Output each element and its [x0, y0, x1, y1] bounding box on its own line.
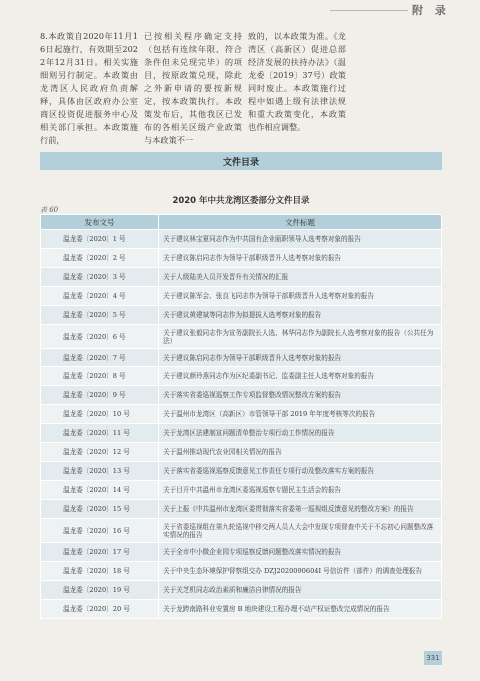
- body-column-1: 8.本政策自2020年11月16日起施行，有效期至2022年12月31日。相关实施细则另行制定。本政策由龙湾区人民政府负责解释，具体由区政府办公室商区投资促进服务中心及相关部门承担。本政策施行前，: [40, 31, 138, 145]
- table-row: [41, 581, 442, 600]
- document-number: 温龙委〔2020〕5 号: [41, 306, 159, 325]
- document-title: 关于落实省委巡视巡察反馈意见工作责任专项行动及整改落实方案的报告: [159, 462, 442, 481]
- document-number: 温龙委〔2020〕17 号: [41, 543, 159, 562]
- table-body: [41, 230, 442, 619]
- table-row: [41, 287, 442, 306]
- table-row: [41, 249, 442, 268]
- document-number: 温龙委〔2020〕7 号: [41, 349, 159, 367]
- document-title: 关于建议张毅同志作为宣务副院长人选、林华同志作为副院长人选考察对象的报告（公共任为法）: [159, 325, 442, 349]
- document-number: 温龙委〔2020〕10 号: [41, 405, 159, 424]
- document-number: 温龙委〔2020〕1 号: [41, 230, 159, 249]
- document-title: 关于龙湾区法建制宣问题清单整治专项行动工作情况的报告: [159, 424, 442, 443]
- document-title: 关于目开中共温州市龙湾区委巡视巡察专题民主生活会的报告: [159, 481, 442, 500]
- document-number: 温龙委〔2020〕9 号: [41, 386, 159, 405]
- document-title: 关于落实省委巡视巡察工作专项监督整改情况整改方案的报告: [159, 386, 442, 405]
- section-header: [40, 152, 442, 170]
- column-header-number: 发布文号: [41, 215, 159, 230]
- table-row: [41, 543, 442, 562]
- document-table: [40, 214, 442, 619]
- table-row: [41, 562, 442, 581]
- table-row: [41, 600, 442, 619]
- document-title: 关于建议颜玲燕同志作为区纪委副书记、监委副主任人选考察对象的报告: [159, 367, 442, 386]
- table-row: [41, 481, 442, 500]
- table-row: [41, 443, 442, 462]
- document-title: 关于省委巡视组在第九轮巡视中移交两人员人大会中发现专项督查中关于不忘初心问题整改落实情况的报告: [159, 519, 442, 543]
- document-title: 关于全市中小微企业园专项巡察反馈问题整改落实情况的报告: [159, 543, 442, 562]
- table-row: [41, 405, 442, 424]
- document-number: 温龙委〔2020〕14 号: [41, 481, 159, 500]
- document-title: 关于龙跨南路科业安置房 B 地块建设工程办理不动产权证整改完成情况的报告: [159, 600, 442, 619]
- header-rule: [330, 10, 408, 11]
- document-title: 关于人级陆美人员开发晋升有关情况的汇报: [159, 268, 442, 287]
- table-row: [41, 306, 442, 325]
- document-title: 关于上报《中共温州市龙湾区委贯彻落实省委第一巡视组反馈意见的整改方案》的报告: [159, 500, 442, 519]
- table-row: [41, 386, 442, 405]
- table-label: 表 60: [40, 206, 59, 214]
- document-number: 温龙委〔2020〕6 号: [41, 325, 159, 349]
- document-title: 关于建议林宝夏同志作为中共国有企业瓯职领导人选考察对象的报告: [159, 230, 442, 249]
- document-number: 温龙委〔2020〕4 号: [41, 287, 159, 306]
- document-title: 关于温州推动现代农业园相关情况的报告: [159, 443, 442, 462]
- table-row: [41, 367, 442, 386]
- document-title: 关于建议陈军会、张良飞同志作为领导干部职级晋升人选考察对象的报告: [159, 287, 442, 306]
- document-number: 温龙委〔2020〕11 号: [41, 424, 159, 443]
- table-row: [41, 500, 442, 519]
- document-title: 关于建议陈启同志作为领导干部职级晋升人选考察对象的报告: [159, 249, 442, 268]
- document-title: 关于关芝机同志政治素质和廉洁自律情况的报告: [159, 581, 442, 600]
- page-number: 331: [424, 651, 442, 665]
- document-number: 温龙委〔2020〕2 号: [41, 249, 159, 268]
- section-title: 文件目录: [222, 158, 259, 168]
- document-title: 关于建议黄建斌等同志作为拟提拔人选考察对象的报告: [159, 306, 442, 325]
- table-row: [41, 230, 442, 249]
- section-label: 附 录: [412, 4, 450, 17]
- document-number: 温龙委〔2020〕20 号: [41, 600, 159, 619]
- page-header: [0, 0, 480, 22]
- document-number: 温龙委〔2020〕19 号: [41, 581, 159, 600]
- document-number: 温龙委〔2020〕18 号: [41, 562, 159, 581]
- body-column-3: 致的，以本政策为准。《龙湾区（高新区）促进总部经济发展的扶持办法》（温龙委〔2019〕37号）政策同时废止。本政策施行过程中如遇上级有法律法规和重大政策变化，本政策也作相应调整。: [248, 31, 346, 132]
- document-title: 关于中央生态环境保护督察组交办 DZJ2020090604I 号信访件（部件）的调查处理报告: [159, 562, 442, 581]
- table-header-row: [41, 215, 442, 230]
- document-title: 关于建议陈启同志作为领导干部职级晋升人选考察对象的报告: [159, 349, 442, 367]
- document-number: 温龙委〔2020〕16 号: [41, 519, 159, 543]
- table-row: [41, 424, 442, 443]
- document-title: 关于温州市龙湾区（高新区）市管领导干部 2019 年年度考核等次的报告: [159, 405, 442, 424]
- body-column-2: 已按相关程序确定支持（包括有连续年限、符合条件但未兑现完毕）的项目，按原政策兑现，除此之外新申请的要按新规定，按本政策执行。本政策发布后，其他我区已发布的各相关区级产业政策与本政策不一: [144, 31, 242, 145]
- column-header-title: 文件标题: [159, 215, 442, 230]
- table-row: [41, 519, 442, 543]
- document-number: 温龙委〔2020〕3 号: [41, 268, 159, 287]
- table-row: [41, 268, 442, 287]
- document-number: 温龙委〔2020〕8 号: [41, 367, 159, 386]
- table-row: [41, 462, 442, 481]
- table-title: 2020 年中共龙湾区委部分文件目录: [172, 196, 310, 206]
- document-number: 温龙委〔2020〕15 号: [41, 500, 159, 519]
- document-number: 温龙委〔2020〕12 号: [41, 443, 159, 462]
- table-row: [41, 325, 442, 349]
- table-row: [41, 349, 442, 367]
- document-number: 温龙委〔2020〕13 号: [41, 462, 159, 481]
